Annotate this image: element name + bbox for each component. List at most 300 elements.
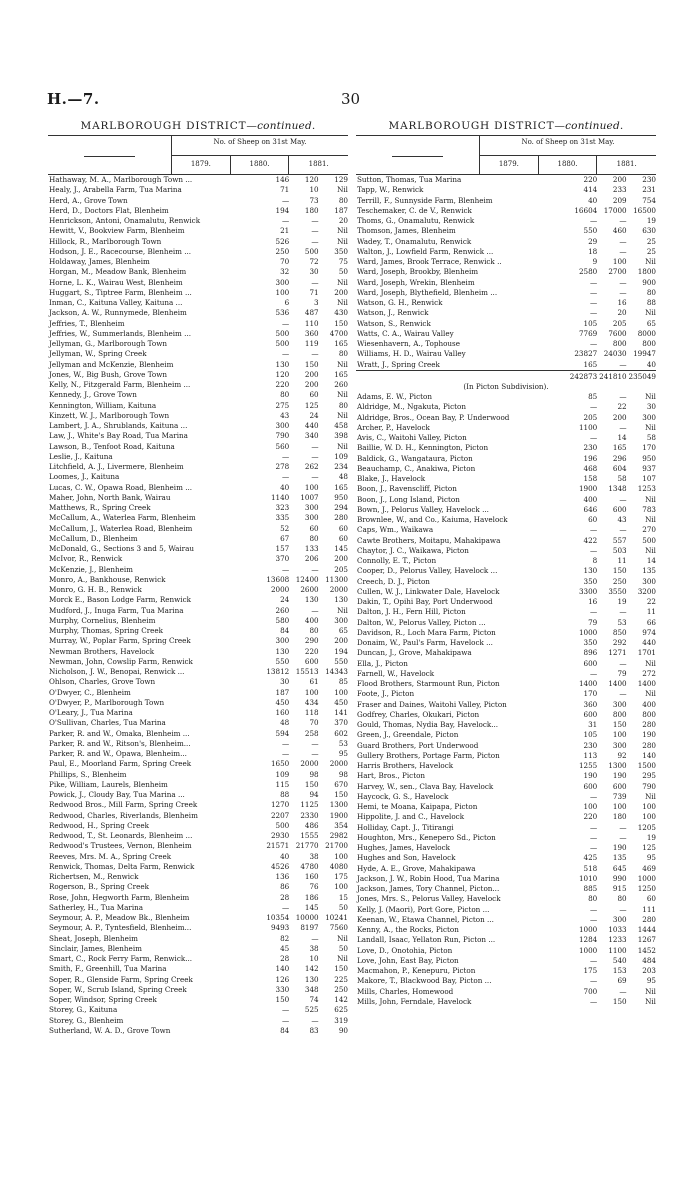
table-row [48,411,348,421]
sheep-1880: 233 [612,185,627,195]
sheep-1879: 24 [280,595,290,605]
sheep-1881: 95 [646,976,656,986]
sheep-1881: Nil [337,410,348,420]
sheep-1879: 88 [280,790,290,799]
sheep-1881: 1500 [637,761,656,770]
sheep-1881: 80 [338,349,348,359]
owner-name: Redwood, T., St. Leonards, Blenheim ... [49,831,193,840]
sheep-1879: — [282,902,290,912]
sheep-1879: 67 [280,533,290,543]
sheep-1880: — [619,904,627,914]
subheading-text: (In Picton Subdivision). [463,381,549,391]
sheep-1881: Nil [337,298,348,307]
sheep-1879: — [590,904,598,914]
owner-name: Wiesenhavern, A., Tophouse [357,339,460,348]
sheep-1880: 165 [612,443,627,453]
sheep-1879: 40 [588,195,598,205]
table-row [48,934,348,944]
sheep-1879: 40 [280,482,290,492]
sheep-1881: 270 [642,525,656,535]
sheep-1881: 25 [646,246,656,256]
sheep-1880: — [619,236,627,246]
sheep-1879: — [590,914,598,924]
table-row [356,607,656,617]
owner-name: Kennedy, J., Grove Town [49,390,137,400]
owner-name: Flood Brothers, Starmount Run, Picton [357,679,500,688]
sheep-1881: 75 [338,257,348,266]
sheep-1880: — [619,422,627,432]
owner-name: Sutherland, W. A. D., Grove Town [49,1025,171,1035]
sheep-1881: 165 [334,482,348,492]
sheep-1880: 2600 [300,585,319,594]
sheep-1880: 118 [304,708,319,717]
sheep-1879: 8 [592,556,598,565]
owner-name: Pike, William, Laurels, Blenheim [49,779,168,789]
table-row [356,556,656,566]
sheep-1881: 88 [646,298,656,307]
left-numbers-header [172,136,348,174]
sheep-1880: — [311,226,319,236]
sheep-1880: — [619,658,627,668]
right-total-row [356,370,656,382]
owner-name: Jackson, J. W., Robin Hood, Tua Marina [357,873,500,883]
sheep-1879: 550 [275,656,290,666]
right-years [480,156,656,174]
owner-name: Jackson, A. W., Runnymede, Blenheim [49,308,187,318]
table-row [356,288,656,298]
table-row [356,349,656,359]
sheep-1879: 250 [275,246,290,256]
sheep-1879: — [282,195,290,205]
sheep-1880: 645 [612,863,627,873]
table-row [356,935,656,945]
table-row [48,585,348,595]
sheep-1880: 1400 [608,679,627,688]
sheep-1880: 4780 [300,861,319,871]
sheep-1880: 100 [612,730,627,740]
owner-name: Thomson, James, Blenheim [357,226,456,236]
owner-name: Redwood, Charles, Riverlands, Blenheim [49,810,198,820]
owner-name: Wadey, T., Onamalutu, Renwick [357,236,472,246]
owner-name: McCallum, D., Blenheim [49,533,138,543]
table-row [48,298,348,308]
table-row [356,638,656,648]
sheep-1881: 11 [646,607,656,617]
table-row [356,843,656,853]
table-row [48,452,348,462]
table-row [48,401,348,411]
sheep-1879: 150 [275,995,290,1004]
table-row [356,659,656,669]
table-row [48,472,348,482]
sheep-1879: 350 [583,576,598,586]
sheep-1880: 14 [617,433,627,442]
sheep-1880: — [311,933,319,943]
sheep-1881: 48 [338,472,348,482]
table-row [356,464,656,474]
sheep-1879: — [590,822,598,832]
table-row [48,626,348,636]
sheep-1879: 700 [583,986,598,996]
sheep-1880: 540 [612,955,627,965]
sheep-1881: 50 [338,943,348,953]
owner-name: Smart, C., Rock Ferry Farm, Renwick... [49,954,193,963]
sheep-1881: 100 [334,851,348,861]
sheep-1880: 70 [309,718,319,728]
left-rows [48,175,348,1036]
sheep-1879: 220 [583,812,598,822]
owner-name: Cooper, D., Pelorus Valley, Havelock ... [357,566,498,576]
table-row [48,616,348,626]
sheep-1879: 230 [583,443,598,453]
sheep-1881: 21700 [325,841,348,851]
sheep-1881: 602 [334,728,348,738]
table-row [356,515,656,525]
sheep-1880: 1233 [608,935,627,945]
left-column [48,117,348,1036]
owner-name: Lucas, C. W., Opawa Road, Blenheim ... [49,482,193,492]
sheep-1880: 160 [304,872,319,881]
owner-name: Terrill, F., Sunnyside Farm, Blenheim [357,195,493,205]
owner-name: Parker, R. and W., Opawa, Blenheim... [49,749,187,758]
table-row [48,718,348,728]
sheep-1880: 2330 [300,810,319,820]
sheep-1881: 53 [338,738,348,748]
sheep-1881: 319 [334,1015,348,1025]
owner-name: Caps, Wm., Waikawa [357,525,434,535]
sheep-1880: 250 [612,576,627,586]
sheep-1881: 625 [334,1005,348,1015]
owner-name: Sheat, Joseph, Blenheim [49,933,138,943]
table-row [48,944,348,954]
owner-name: Gullery Brothers, Portage Farm, Picton [357,750,500,760]
sheep-1880: 557 [612,535,627,545]
table-row [356,226,656,236]
sheep-1880: 1033 [608,925,627,934]
sheep-1880: 30 [309,267,319,277]
sheep-1881: 550 [334,656,348,666]
owner-name: Jeffries, W., Summerlands, Blenheim ... [49,328,192,338]
sheep-1879: — [590,955,598,965]
sheep-1880: 180 [612,812,627,822]
sheep-1879: 52 [280,523,290,533]
sheep-1879: 13608 [266,574,290,584]
owner-name: Guard Brothers, Port Underwood [357,740,479,750]
table-row [48,800,348,810]
sheep-1879: 220 [275,380,290,389]
owner-name: Leslie, J., Kaituna [49,451,113,461]
sheep-1881: Nil [645,658,656,668]
sheep-1880: 19 [617,597,627,606]
table-row [356,915,656,925]
table-row [356,392,656,402]
sheep-1879: 21 [280,226,290,236]
table-row [356,443,656,453]
sheep-1880: 525 [304,1005,319,1015]
sheep-1881: 16500 [633,205,656,215]
sheep-1879: — [590,668,598,678]
owner-name: Watson, S., Renwick [357,318,431,328]
owner-name: Brownlee, W., and Co., Kaiuma, Havelock [357,515,508,524]
sheep-1879: — [590,277,598,287]
owner-name: Baldick, G., Wangataura, Picton [357,453,473,463]
sheep-1879: 278 [275,462,290,471]
table-row [48,811,348,821]
sheep-1881: 145 [334,544,348,553]
sheep-1881: 280 [642,720,656,729]
sheep-1879: 16 [588,597,598,606]
sheep-1879: 126 [275,974,290,984]
sheep-1879: 60 [588,515,598,524]
total-1879: 242873 [569,371,598,381]
table-row [48,308,348,318]
sheep-1881: 95 [646,853,656,863]
sheep-1881: Nil [645,422,656,432]
owner-name: O'Sullivan, Charles, Tua Marina [49,718,166,728]
sheep-1881: 203 [642,966,656,975]
sheep-1881: 398 [334,431,348,441]
owner-name: Connolly, E. T., Picton [357,556,437,565]
sheep-1880: 300 [612,914,627,924]
sheep-1881: 1701 [637,648,656,658]
table-row [48,975,348,985]
table-row [356,360,656,370]
table-row [356,946,656,956]
left-year: 1880. [231,156,290,174]
sheep-1879: 6 [284,298,290,307]
sheep-1879: — [590,525,598,535]
table-row [356,782,656,792]
table-row [356,771,656,781]
sheep-1879: 175 [583,966,598,975]
sheep-1881: 430 [334,308,348,318]
table-row [356,884,656,894]
sheep-1881: Nil [337,605,348,615]
table-row [48,534,348,544]
sheep-1879: — [590,832,598,842]
sheep-1881: 25 [646,236,656,246]
table-row [48,913,348,923]
sheep-1881: 260 [334,380,348,389]
owner-name: Avis, C., Waitohi Valley, Picton [357,433,467,442]
table-row [48,544,348,554]
sheep-1881: 1205 [637,822,656,832]
table-row [48,247,348,257]
sheep-1880: 400 [304,615,319,625]
sheep-1880: 220 [304,646,319,656]
left-district-title [48,117,348,135]
sheep-1879: 300 [275,277,290,287]
sheep-1880: 58 [617,474,627,483]
sheep-1879: — [590,607,598,617]
sheep-1880: 61 [309,677,319,687]
table-row [48,790,348,800]
table-row [48,349,348,359]
sheep-1880: 100 [612,257,627,266]
sheep-1880: 340 [304,431,319,441]
owner-name: Watson, G. H., Renwick [357,298,443,307]
sheep-1880: 300 [612,699,627,709]
sheep-1881: 354 [334,820,348,830]
right-sheep-caption: No. of Sheep on 31st May. [480,136,656,156]
table-row [356,823,656,833]
table-row [48,431,348,441]
table-row [48,462,348,472]
sheep-1881: 200 [334,287,348,297]
owner-name: Seymour, A. P., Tyntesfield, Blenheim... [49,923,192,933]
table-row [48,575,348,585]
sheep-1879: — [282,1005,290,1015]
table-row [48,390,348,400]
owner-name: Godfrey, Charles, Okukari, Picton [357,709,480,719]
table-row [48,565,348,575]
sheep-1881: Nil [337,277,348,287]
sheep-1880: 600 [612,781,627,791]
sheep-1881: 109 [334,451,348,461]
sheep-1881: 370 [334,718,348,728]
sheep-1879: 425 [583,853,598,863]
table-row [48,380,348,390]
table-row [356,175,656,185]
sheep-1879: — [590,339,598,348]
owner-name: Hillock, R., Marlborough Town [49,236,162,246]
owner-name: Nicholson, J. W., Benopai, Renwick ... [49,667,185,676]
table-row [356,864,656,874]
table-row [48,882,348,892]
sheep-1881: 100 [334,882,348,892]
sheep-1881: 98 [338,769,348,779]
table-row [356,741,656,751]
owner-name: Hodson, J. E., Racecourse, Blenheim ... [49,246,192,256]
sheep-1879: 16604 [574,205,598,215]
sheep-1880: — [619,392,627,401]
sheep-1879: — [590,996,598,1006]
sheep-1879: 84 [280,626,290,635]
right-table-header [356,135,656,175]
sheep-1880: 21770 [295,841,319,851]
sheep-1879: 205 [583,412,598,422]
sheep-1879: 28 [280,954,290,963]
sheep-1879: — [590,791,598,801]
table-row [48,319,348,329]
table-row [356,206,656,216]
table-row [48,995,348,1005]
owner-name: Teschemaker, C. de V., Renwick [357,205,472,215]
sheep-1881: 250 [334,984,348,994]
sheep-1879: 300 [275,636,290,646]
owner-name: Ward, James, Brook Terrace, Renwick .. [357,257,502,266]
sheep-1880: — [311,451,319,461]
sheep-1881: 107 [642,474,656,483]
table-row [48,267,348,277]
sheep-1880: 2000 [300,759,319,769]
owner-name: Dakin, T., Opihi Bay, Port Underwood [357,597,493,606]
sheep-1880: 1100 [608,945,627,955]
table-row [48,216,348,226]
sheep-1881: 15 [338,892,348,902]
sheep-1880: 120 [304,175,319,184]
owner-name: Rose, John, Hegworth Farm, Blenheim [49,892,190,902]
sheep-1879: 300 [275,421,290,430]
sheep-1879: — [282,451,290,461]
sheep-1879: 275 [275,400,290,410]
table-row [356,339,656,349]
sheep-1879: 400 [583,494,598,504]
table-row [356,792,656,802]
sheep-1880: 80 [617,894,627,904]
sheep-1880: 110 [304,318,319,328]
picton-subheading [356,382,656,392]
sheep-1879: 105 [583,730,598,740]
sheep-1880: 360 [304,328,319,338]
sheep-1881: 300 [642,576,656,586]
sheep-1881: 14 [646,556,656,565]
sheep-1880: 15513 [295,667,319,676]
sheep-1879: 79 [588,617,598,627]
sheep-1879: — [590,843,598,852]
sheep-1881: 280 [642,914,656,924]
sheep-1880: 7600 [608,328,627,338]
sheep-1881: 800 [642,709,656,719]
sheep-1879: — [282,318,290,328]
sheep-1881: Nil [645,308,656,318]
sheep-1880: 94 [309,790,319,799]
sheep-1879: — [590,545,598,555]
sheep-1881: 100 [642,812,656,822]
table-row [48,185,348,195]
sheep-1881: 141 [334,708,348,717]
owner-name: Hemi, te Moana, Kaipapa, Picton [357,802,478,811]
sheep-1879: 136 [275,872,290,881]
sheep-1881: 200 [334,636,348,646]
owner-name: Aldridge, M., Ngakuta, Picton [357,402,466,412]
table-row [48,513,348,523]
left-header-dash [84,156,135,157]
owner-name: Landall, Isaac, Yellaton Run, Picton ... [357,935,496,945]
owner-name: Watson, J., Renwick [357,308,429,318]
table-row [48,708,348,718]
sheep-1879: 130 [583,566,598,576]
owner-name: Kelly, J. (Maori), Port Gore, Picton ... [357,904,490,914]
table-row [48,288,348,298]
table-row [356,278,656,288]
table-row [356,587,656,597]
owner-name: Parker, R. and W., Ritson's, Blenheim... [49,738,191,748]
owner-name: Seymour, A. P., Meadow Bk., Blenheim [49,913,190,922]
sheep-1880: 440 [304,421,319,430]
sheep-1881: 1300 [329,800,348,810]
owner-name: Haycock, G. S., Havelock [357,791,449,801]
sheep-1881: 187 [334,205,348,215]
owner-name: Jackson, James, Tory Channel, Picton... [357,884,500,893]
sheep-1880: 142 [304,964,319,974]
owner-name: Smith, F., Greenhill, Tua Marina [49,964,167,974]
sheep-1879: 170 [583,689,598,699]
right-title-text: MARLBOROUGH DISTRICT [388,120,555,132]
table-row [356,402,656,412]
table-row [356,628,656,638]
sheep-1879: 500 [275,328,290,338]
sheep-1880: 20 [617,308,627,318]
owner-name: Phillips, S., Blenheim [49,769,127,779]
sheep-1881: 400 [642,699,656,709]
table-row [356,454,656,464]
sheep-1879: 29 [588,236,598,246]
left-year: 1879. [172,156,231,174]
table-row [356,267,656,277]
sheep-1879: 165 [583,359,598,369]
right-column [356,117,656,1007]
